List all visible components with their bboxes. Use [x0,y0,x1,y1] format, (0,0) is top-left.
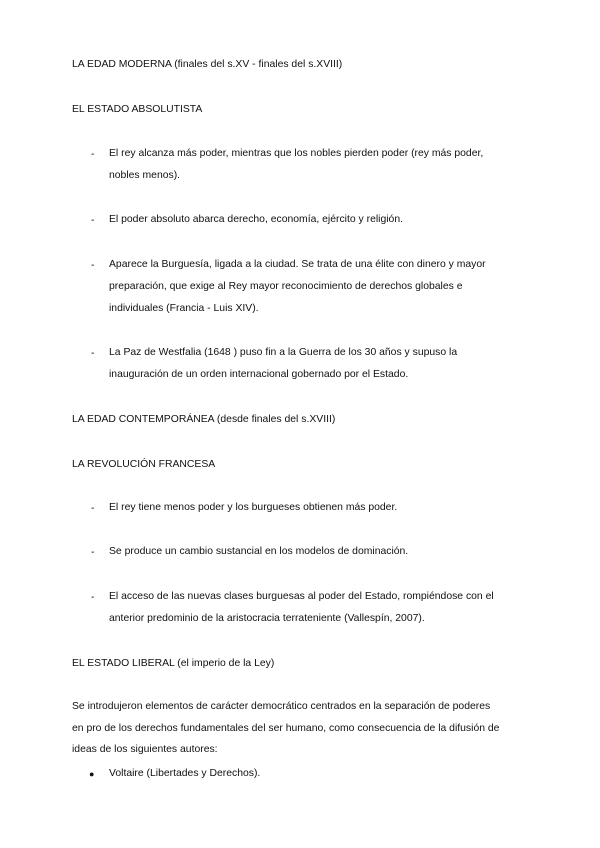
list-item-line: El acceso de las nuevas clases burguesas al poder del Estado, rompiéndose con el [109,591,494,602]
paragraph-line: ideas de los siguientes autores: [72,744,218,755]
list-item [109,209,539,231]
dash-marker: - [91,215,95,226]
list-item [109,143,539,187]
list-item-line: El poder absoluto abarca derecho, economía, ejército y religión. [109,214,403,225]
dash-marker: - [91,503,95,514]
list-item [109,254,539,320]
author-item: Voltaire (Libertades y Derechos). [109,768,261,779]
list-item-line: inauguración de un orden internacional gobernado por el Estado. [109,369,409,380]
bullet-dot-icon: ● [89,769,95,779]
dash-marker: - [91,547,95,558]
list-item-line: Aparece la Burguesía, ligada a la ciudad. Se trata de una élite con dinero y mayor [109,259,486,270]
dash-marker: - [91,348,95,359]
dash-marker: - [91,149,95,160]
list-item-line: individuales (Francia - Luis XIV). [109,303,259,314]
list-item-line: La Paz de Westfalia (1648 ) puso fin a la Guerra de los 30 años y supuso la [109,347,458,358]
list-item [109,497,539,519]
liberal-paragraph [72,696,532,761]
dash-marker: - [91,592,95,603]
dash-marker: - [91,260,95,271]
list-item-line: anterior predominio de la aristocracia terrateniente (Vallespín, 2007). [109,613,425,624]
paragraph-line: en pro de los derechos fundamentales del ser humano, como consecuencia de la difusión de [72,722,500,734]
list-item-line: Se produce un cambio sustancial en los modelos de dominación. [109,546,409,557]
list-item-line: El rey alcanza más poder, mientras que los nobles pierden poder (rey más poder, [109,148,484,159]
heading-estado-liberal: EL ESTADO LIBERAL (el imperio de la Ley) [72,658,275,669]
list-item-line: El rey tiene menos poder y los burgueses obtienen más poder. [109,502,398,513]
heading-edad-contemporanea: LA EDAD CONTEMPORÁNEA (desde finales del s.XVIII) [72,414,336,425]
heading-estado-absolutista: EL ESTADO ABSOLUTISTA [72,104,203,115]
list-item-line: preparación, que exige al Rey mayor reconocimiento de derechos globales e [109,281,463,292]
heading-revolucion-francesa: LA REVOLUCIÓN FRANCESA [72,459,216,470]
list-item [109,342,539,386]
list-item-line: nobles menos). [109,170,181,181]
list-item [109,586,539,630]
heading-edad-moderna: LA EDAD MODERNA (finales del s.XV - finales del s.XVIII) [72,59,343,70]
list-item [109,541,539,563]
paragraph-line: Se introdujeron elementos de carácter democrático centrados en la separación de poderes [72,701,491,712]
